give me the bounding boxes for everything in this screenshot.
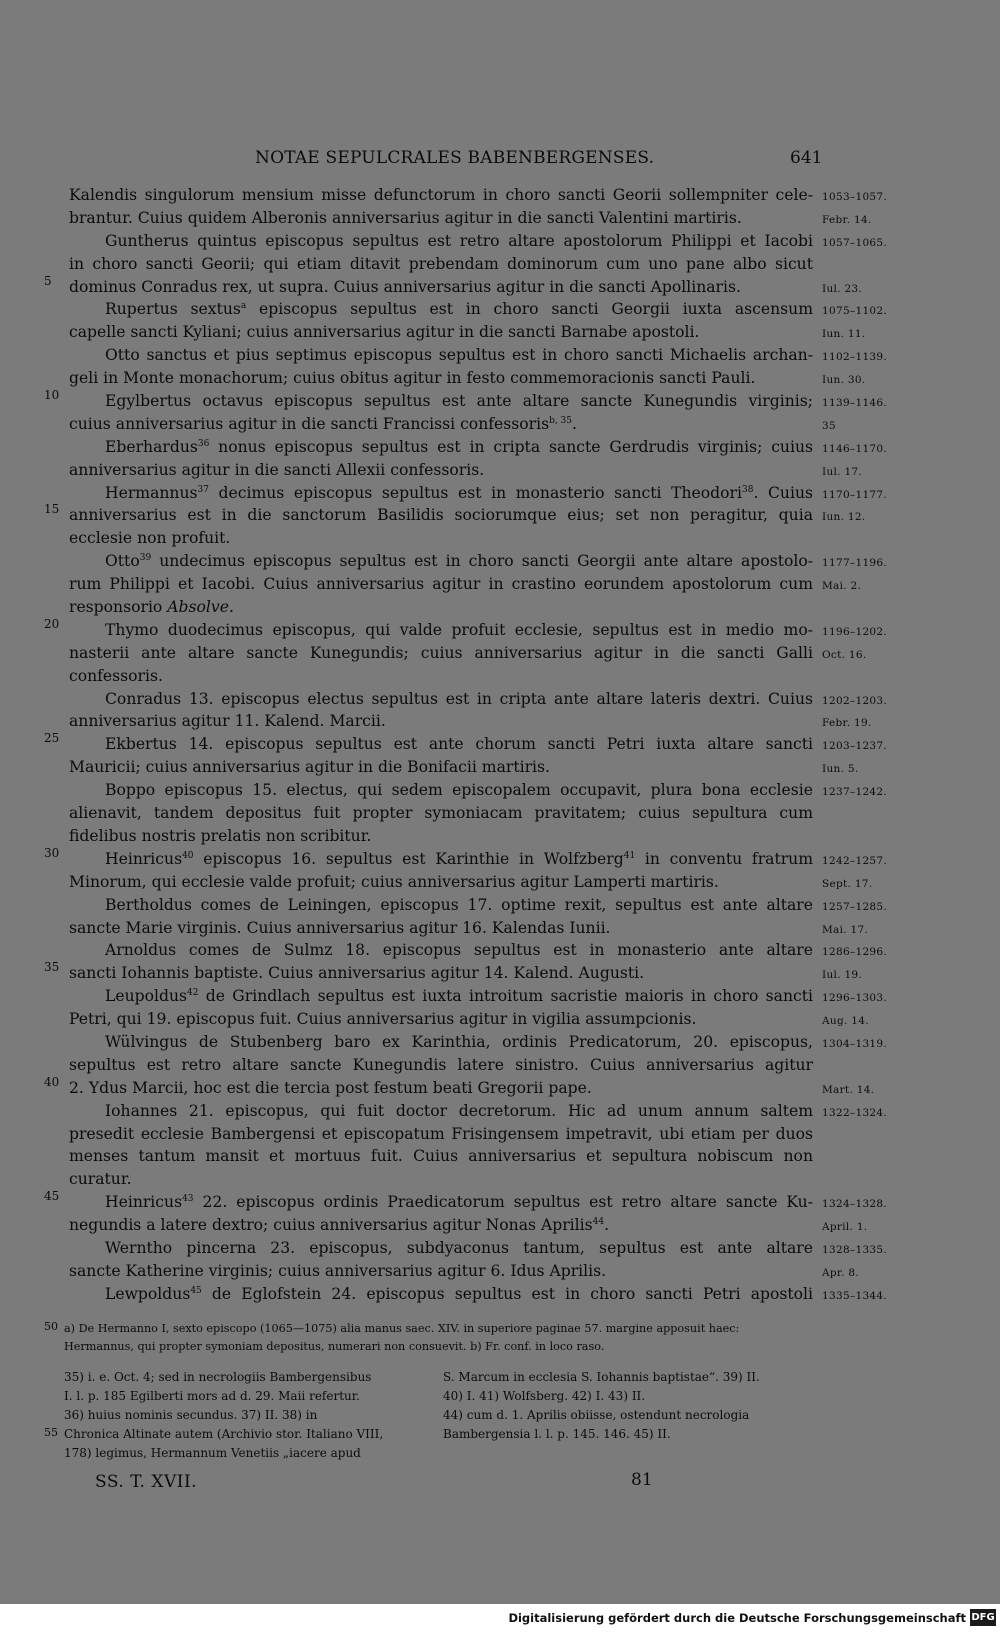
margin-date: 1257–1285.: [822, 900, 888, 913]
line-text: Rupertus sextus$^a$ episcopus sepultus est in choro sancti Georgii iuxta ascensum: [105, 300, 813, 319]
text-line: [0, 1191, 1000, 1214]
main-text: [0, 184, 1000, 1306]
margin-date: 1177–1196.: [822, 557, 888, 570]
line-number: 50: [44, 1320, 58, 1333]
line-text: fidelibus nostris prelatis non scribitur.: [69, 826, 372, 845]
margin-date: 1286–1296.: [822, 946, 888, 959]
text-line: [0, 756, 1000, 779]
line-text: dominus Conradus rex, ut supra. Cuius anniversarius agitur in die sancti Apollinaris.: [69, 277, 741, 296]
margin-date: 1322–1324.: [822, 1106, 888, 1119]
text-line: [0, 1054, 1000, 1077]
margin-date: 35: [822, 419, 836, 432]
text-line: [0, 779, 1000, 802]
apparatus-line: [44, 1320, 824, 1338]
margin-date: Iul. 23.: [822, 282, 863, 295]
digitization-footer: [0, 1604, 1000, 1632]
text-line: [0, 527, 1000, 550]
text-line: [0, 390, 1000, 413]
text-line: [0, 917, 1000, 940]
margin-date: Iun. 5.: [822, 763, 859, 776]
text-line: [0, 616, 1000, 642]
dfg-logo: DFG: [970, 1609, 996, 1626]
line-text: confessoris.: [69, 666, 163, 685]
footnote-line: [44, 1425, 824, 1444]
text-line: [0, 1237, 1000, 1260]
line-text: Ekbertus 14. episcopus sepultus est ante chorum sancti Petri iuxta altare sancti: [105, 735, 813, 754]
line-number: 30: [44, 845, 60, 860]
line-text: Boppo episcopus 15. electus, qui sedem episcopalem occupavit, plura bona ecclesie: [105, 781, 813, 800]
margin-date: April. 1.: [822, 1221, 868, 1234]
margin-date: Iun. 12.: [822, 511, 866, 524]
text-line: [0, 321, 1000, 344]
running-head: [0, 148, 1000, 172]
text-line: [0, 1123, 1000, 1146]
line-text: geli in Monte monachorum; cuius obitus agitur in festo commemoracionis sancti Pauli.: [69, 369, 756, 388]
line-text: sepultus est retro altare sancte Kunegundis latere sinistro. Cuius anniversarius agitur: [69, 1055, 813, 1074]
line-text: sancti Iohannis baptiste. Cuius anniversarius agitur 14. Kalend. Augusti.: [69, 964, 645, 983]
text-line: [0, 688, 1000, 711]
margin-date: Iun. 30.: [822, 374, 866, 387]
line-text: brantur. Cuius quidem Alberonis anniversarius agitur in die sancti Valentini martiris.: [69, 208, 742, 227]
margin-date: 1146–1170.: [822, 442, 888, 455]
text-line: [0, 367, 1000, 390]
text-line: [0, 253, 1000, 276]
page-number: 641: [790, 148, 823, 168]
line-text: Egylbertus octavus episcopus sepultus est ante altare sancte Kunegundis virginis;: [105, 392, 813, 411]
margin-date: 1139–1146.: [822, 397, 888, 410]
text-line: [0, 230, 1000, 253]
text-line: [0, 642, 1000, 665]
text-line: [0, 871, 1000, 894]
text-line: [0, 273, 1000, 299]
text-line: [0, 413, 1000, 436]
line-text: capelle sancti Kyliani; cuius anniversarius agitur in die sancti Barnabe apostoli.: [69, 323, 700, 342]
line-number: 20: [44, 616, 60, 631]
margin-date: 1202–1203.: [822, 694, 888, 707]
running-title: NOTAE SEPULCRALES BABENBERGENSES.: [255, 148, 655, 168]
line-number: 25: [44, 731, 60, 746]
critical-apparatus: [44, 1320, 824, 1356]
text-line: [0, 1008, 1000, 1031]
text-line: [0, 962, 1000, 985]
line-text: alienavit, tandem depositus fuit propter symoniacam pravitatem; cuius sepultura cum: [69, 804, 813, 823]
line-text: Petri, qui 19. episcopus fuit. Cuius anniversarius agitur in vigilia assumpcionis.: [69, 1010, 697, 1029]
text-line: [0, 298, 1000, 321]
line-number: 5: [44, 273, 52, 288]
margin-date: 1242–1257.: [822, 854, 888, 867]
line-text: Iohannes 21. episcopus, qui fuit doctor decretorum. Hic ad unum annum saltem: [105, 1101, 813, 1120]
line-text: Eberhardus$^{36}$ nonus episcopus sepultus est in cripta sancte Gerdrudis virginis; cuius: [105, 437, 813, 456]
text-line: [0, 710, 1000, 733]
line-text: sancte Katherine virginis; cuius anniversarius agitur 6. Idus Aprilis.: [69, 1261, 607, 1280]
margin-date: 1304–1319.: [822, 1037, 888, 1050]
footnote-left-column: 178) legimus, Hermannum Venetiis „iacere apud: [64, 1446, 361, 1460]
line-text: rum Philippi et Iacobi. Cuius anniversarius agitur in crastino eorundem apostolorum cum: [69, 575, 813, 594]
footnote-right-column: Bambergensia l. l. p. 145. 146. 45) II.: [443, 1427, 671, 1441]
line-number: 45: [44, 1189, 60, 1204]
line-text: sancte Marie virginis. Cuius anniversarius agitur 16. Kalendas Iunii.: [69, 918, 611, 937]
margin-date: 1203–1237.: [822, 740, 888, 753]
margin-date: 1057–1065.: [822, 236, 888, 249]
text-line: [0, 1074, 1000, 1100]
text-line: [0, 1214, 1000, 1237]
footnote-left-column: I. l. p. 185 Egilberti mors ad d. 29. Maii refertur.: [64, 1389, 360, 1403]
text-line: [0, 985, 1000, 1008]
margin-date: 1053–1057.: [822, 191, 888, 203]
line-text: Minorum, qui ecclesie valde profuit; cuius anniversarius agitur Lamperti martiris.: [69, 872, 719, 891]
text-line: [0, 459, 1000, 482]
line-text: menses tantum mansit et mortuus fuit. Cuius anniversarius et sepultura nobiscum non: [69, 1147, 813, 1166]
margin-date: Mai. 17.: [822, 923, 869, 936]
line-text: Heinricus$^{40}$ episcopus 16. sepultus est Karinthie in Wolfzberg$^{41}$ in conventu fratrum: [105, 849, 813, 868]
text-line: [0, 1100, 1000, 1123]
margin-date: 1324–1328.: [822, 1198, 888, 1211]
line-text: Conradus 13. episcopus electus sepultus est in cripta ante altare lateris dextri. Cuius: [105, 689, 813, 708]
text-line: [0, 1145, 1000, 1168]
apparatus-text: a) De Hermanno I, sexto episcopo (1065—1075) alia manus saec. XIV. in superiore paginae 57. margine apposuit haec:: [64, 1322, 740, 1335]
line-text: nasterii ante altare sancte Kunegundis; cuius anniversarius agitur in die sancti Galli: [69, 643, 813, 662]
text-line: [0, 550, 1000, 573]
text-line: [0, 207, 1000, 230]
text-line: [0, 596, 1000, 619]
line-number: 10: [44, 388, 60, 403]
line-number: 15: [44, 502, 60, 517]
margin-date: Iun. 11.: [822, 328, 866, 341]
line-text: cuius anniversarius agitur in die sancti Francissi confessoris$^{b, 35}$.: [69, 414, 577, 433]
text-line: [0, 1283, 1000, 1306]
line-text: responsorio Absolve.: [69, 598, 234, 617]
text-line: [0, 504, 1000, 527]
line-text: negundis a latere dextro; cuius anniversarius agitur Nonas Aprilis$^{44}$.: [69, 1216, 610, 1235]
line-text: Thymo duodecimus episcopus, qui valde profuit ecclesie, sepultus est in medio mo-: [105, 620, 813, 639]
footnote-right-column: S. Marcum in ecclesia S. Iohannis baptistae“. 39) II.: [443, 1370, 760, 1384]
line-text: Werntho pincerna 23. episcopus, subdyaconus tantum, sepultus est ante altare: [105, 1238, 813, 1257]
margin-date: 1335–1344.: [822, 1289, 888, 1302]
footnote-line: [44, 1444, 824, 1463]
line-text: Heinricus$^{43}$ 22. episcopus ordinis Praedicatorum sepultus est retro altare sancte Ku-: [105, 1193, 813, 1212]
line-text: Otto$^{39}$ undecimus episcopus sepultus est in choro sancti Georgii ante altare apostolo-: [105, 552, 813, 571]
footnote-left-column: 36) huius nominis secundus. 37) II. 38) in: [64, 1408, 318, 1422]
line-text: Guntherus quintus episcopus sepultus est retro altare apostolorum Philippi et Iacobi: [105, 231, 813, 250]
margin-date: Iul. 17.: [822, 465, 863, 478]
text-line: [0, 665, 1000, 688]
line-text: Leupoldus$^{42}$ de Grindlach sepultus est iuxta introitum sacristie maioris in choro sancti: [105, 987, 813, 1006]
margin-date: 1170–1177.: [822, 488, 888, 501]
margin-date: 1328–1335.: [822, 1243, 888, 1256]
margin-date: 1196–1202.: [822, 625, 888, 638]
line-text: curatur.: [69, 1170, 132, 1189]
line-text: anniversarius est in die sanctorum Basilidis sociorumque eius; set non peragitur, quia: [69, 506, 813, 525]
text-line: [0, 1168, 1000, 1191]
line-text: anniversarius agitur 11. Kalend. Marcii.: [69, 712, 386, 731]
footnote-right-column: 44) cum d. 1. Aprilis obiisse, ostendunt necrologia: [443, 1408, 750, 1422]
line-text: presedit ecclesie Bambergensi et episcopatum Frisingensem impetravit, ubi etiam per duos: [69, 1124, 813, 1143]
line-text: Hermannus$^{37}$ decimus episcopus sepultus est in monasterio sancti Theodori$^{38}$. Cuius: [105, 483, 813, 502]
text-line: [0, 1031, 1000, 1054]
text-line: [0, 802, 1000, 825]
line-number: 35: [44, 960, 60, 975]
margin-date: Sept. 17.: [822, 877, 873, 890]
margin-date: Aug. 14.: [822, 1015, 869, 1028]
margin-date: Febr. 14.: [822, 213, 872, 226]
text-line: [0, 939, 1000, 962]
margin-date: Mai. 2.: [822, 580, 862, 593]
line-text: Kalendis singulorum mensium misse defunctorum in choro sancti Georii sollempniter cele-: [69, 186, 813, 204]
margin-date: 1102–1139.: [822, 351, 888, 364]
signature-number: 81: [631, 1470, 653, 1490]
line-number: 40: [44, 1074, 60, 1089]
margin-date: 1075–1102.: [822, 305, 888, 318]
line-text: Mauricii; cuius anniversarius agitur in die Bonifacii martiris.: [69, 758, 550, 777]
text-line: [0, 845, 1000, 871]
dfg-credit: Digitalisierung gefördert durch die Deutsche Forschungsgemeinschaft: [508, 1611, 966, 1625]
footnote-right-column: 40) I. 41) Wolfsberg. 42) I. 43) II.: [443, 1389, 646, 1403]
text-line: [0, 184, 1000, 207]
footnote-line: [44, 1368, 824, 1387]
signature-mark: SS. T. XVII.: [95, 1472, 198, 1492]
line-number: 55: [44, 1426, 58, 1439]
text-line: [0, 436, 1000, 459]
margin-date: 1296–1303.: [822, 992, 888, 1005]
commentary-footnotes: [44, 1368, 824, 1463]
footnote-left-column: 35) i. e. Oct. 4; sed in necrologiis Bambergensibus: [64, 1370, 372, 1384]
margin-date: Iul. 19.: [822, 969, 863, 982]
line-text: Bertholdus comes de Leiningen, episcopus 17. optime rexit, sepultus est ante altare: [105, 895, 813, 914]
text-line: [0, 1260, 1000, 1283]
text-line: [0, 573, 1000, 596]
line-text: Wülvingus de Stubenberg baro ex Karinthia, ordinis Predicatorum, 20. episcopus,: [105, 1032, 813, 1051]
line-text: anniversarius agitur in die sancti Allexii confessoris.: [69, 460, 485, 479]
footnote-left-column: Chronica Altinate autem (Archivio stor. Italiano VIII,: [64, 1427, 384, 1441]
margin-date: 1237–1242.: [822, 786, 888, 799]
footnote-line: [44, 1387, 824, 1406]
footnote-line: [44, 1406, 824, 1425]
text-line: [0, 894, 1000, 917]
line-text: 2. Ydus Marcii, hoc est die tercia post festum beati Gregorii pape.: [69, 1078, 592, 1097]
line-text: Arnoldus comes de Sulmz 18. episcopus sepultus est in monasterio ante altare: [105, 941, 813, 960]
margin-date: Febr. 19.: [822, 717, 872, 730]
line-text: ecclesie non profuit.: [69, 529, 231, 548]
text-line: [0, 344, 1000, 367]
margin-date: Mart. 14.: [822, 1083, 875, 1096]
line-text: in choro sancti Georii; qui etiam ditavit prebendam dominorum cum uno pane albo sicut: [69, 254, 813, 273]
text-line: [0, 733, 1000, 756]
text-line: [0, 482, 1000, 505]
margin-date: Apr. 8.: [822, 1266, 859, 1279]
text-line: [0, 825, 1000, 848]
apparatus-line: [44, 1338, 824, 1356]
apparatus-text: Hermannus, qui propter symoniam depositus, numerari non consuevit. b) Fr. conf. in loco raso.: [64, 1340, 605, 1353]
margin-date: Oct. 16.: [822, 648, 867, 661]
line-text: Otto sanctus et pius septimus episcopus sepultus est in choro sancti Michaelis archan-: [105, 346, 813, 365]
line-text: Lewpoldus$^{45}$ de Eglofstein 24. episcopus sepultus est in choro sancti Petri apostoli: [105, 1284, 813, 1303]
